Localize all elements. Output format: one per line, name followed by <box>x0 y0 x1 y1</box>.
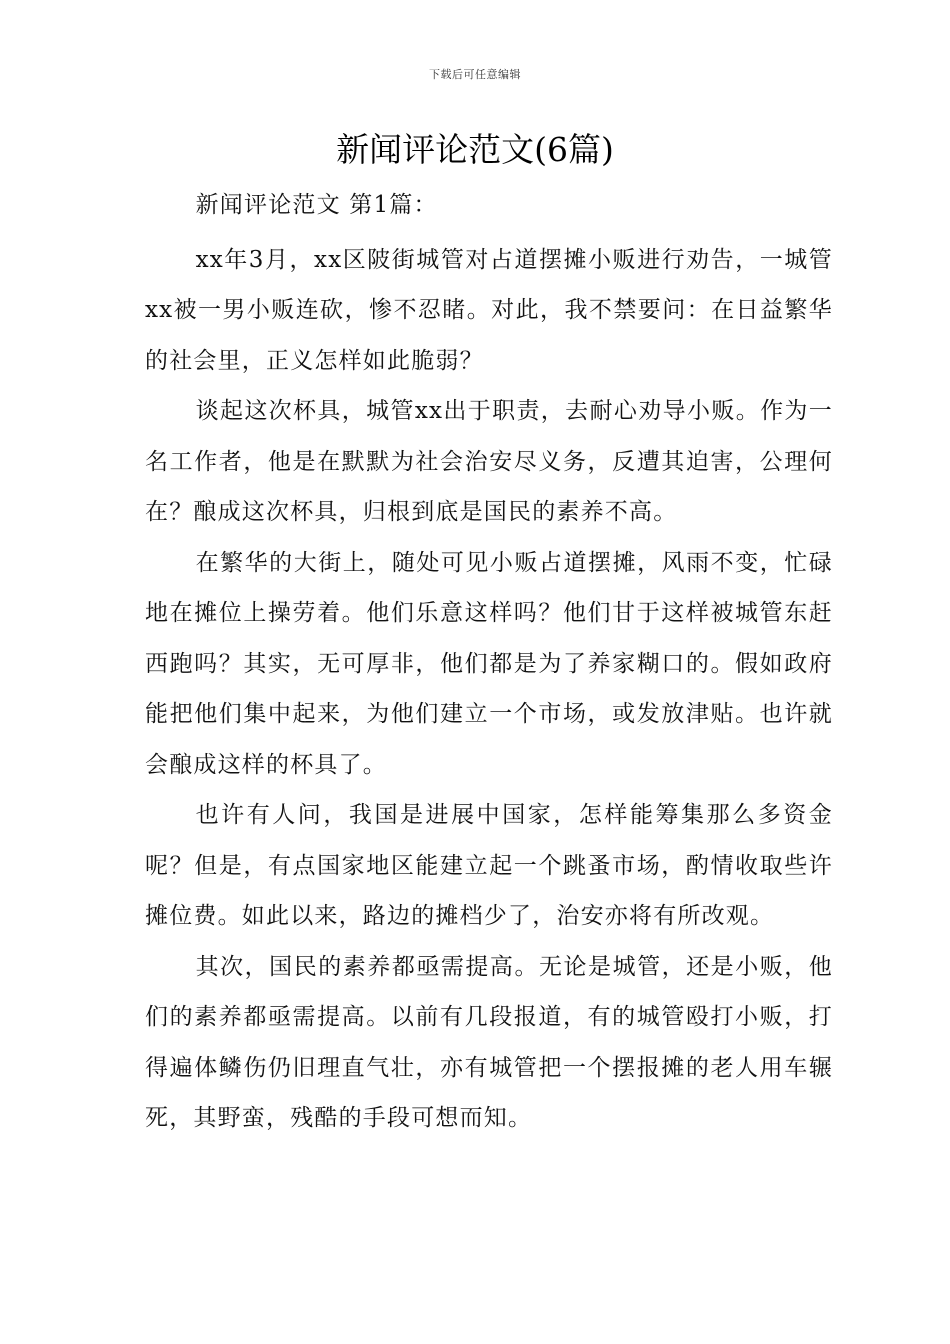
document-title: 新闻评论范文(6篇) <box>336 130 614 169</box>
header-note: 下载后可任意编辑 <box>429 68 521 81</box>
document-body <box>145 180 833 1144</box>
paragraph: 也许有人问，我国是进展中国家，怎样能筹集那么多资金呢？但是，有点国家地区能建立起一个跳蚤市场，酌情收取些许摊位费。如此以来，路边的摊档少了，治安亦将有所改观。 <box>145 802 833 929</box>
section-heading: 新闻评论范文 第1篇： <box>195 192 438 218</box>
paragraph: 谈起这次杯具，城管xx出于职责，去耐心劝导小贩。作为一名工作者，他是在默默为社会治安尽义务，反遭其迫害，公理何在？酿成这次杯具，归根到底是国民的素养不高。 <box>145 398 833 525</box>
paragraph: 在繁华的大街上，随处可见小贩占道摆摊，风雨不变，忙碌地在摊位上操劳着。他们乐意这样吗？他们甘于这样被城管东赶西跑吗？其实，无可厚非，他们都是为了养家糊口的。假如政府能把他们集中起来，为他们建立一个市场，或发放津贴。也许就会酿成这样的杯具了。 <box>145 549 833 778</box>
paragraph: 其次，国民的素养都亟需提高。无论是城管，还是小贩，他们的素养都亟需提高。以前有几段报道，有的城管殴打小贩，打得遍体鳞伤仍旧理直气壮，亦有城管把一个摆报摊的老人用车辗死，其野蛮，残酷的手段可想而知。 <box>145 953 833 1131</box>
paragraph: xx年3月，xx区陂街城管对占道摆摊小贩进行劝告，一城管xx被一男小贩连砍，惨不忍睹。对此，我不禁要问：在日益繁华的社会里，正义怎样如此脆弱？ <box>145 246 833 374</box>
